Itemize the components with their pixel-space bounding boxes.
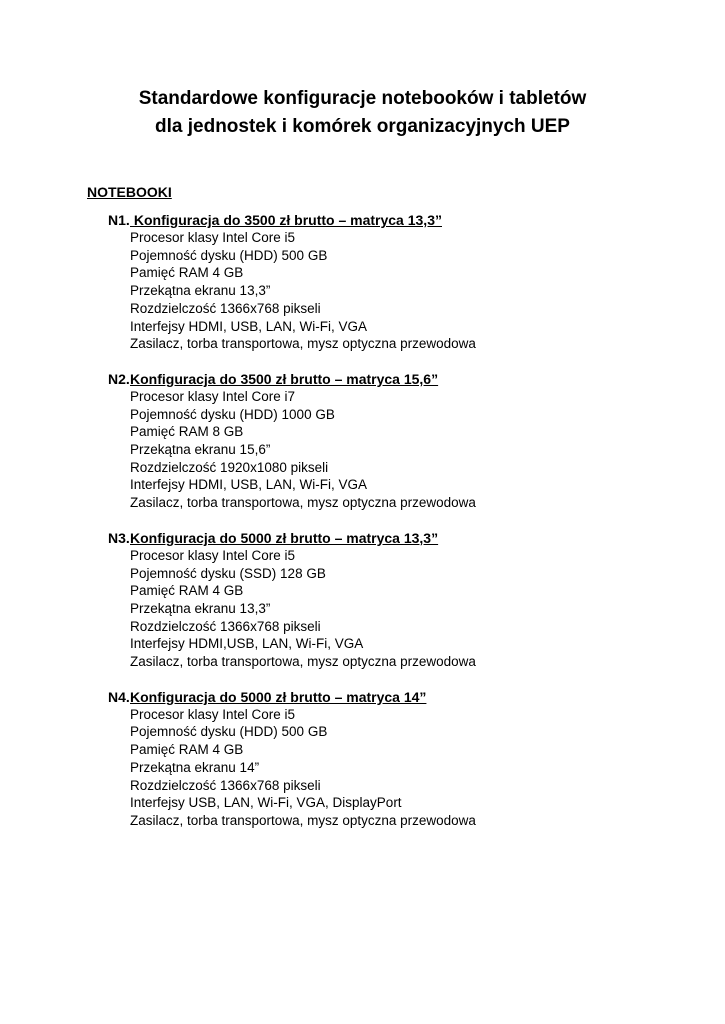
spec-item: Zasilacz, torba transportowa, mysz optyczna przewodowa [130,336,476,352]
spec-item: Pojemność dysku (HDD) 1000 GB [130,406,335,422]
document-title-line-2: dla jednostek i komórek organizacyjnych UEP [155,116,570,137]
config-number: N3. [108,529,130,546]
config-heading [108,211,708,229]
spec-list [108,388,708,512]
document-title-line-1: Standardowe konfiguracje notebooków i tabletów [138,88,587,109]
spec-item: Procesor klasy Intel Core i5 [130,230,296,245]
config-title: Konfiguracja do 5000 zł brutto – matryca 13,3” [130,529,439,546]
section-heading-notebooki: NOTEBOOKI [87,184,172,200]
config-number: N4. [108,688,130,705]
config-n4 [108,688,708,830]
config-title: Konfiguracja do 3500 zł brutto – matryca 15,6” [130,370,439,387]
spec-list [108,229,708,353]
spec-item: Procesor klasy Intel Core i7 [130,388,296,404]
config-number: N2. [108,370,130,387]
spec-item: Procesor klasy Intel Core i5 [130,706,296,722]
config-heading [108,370,708,388]
spec-item: Interfejsy HDMI,USB, LAN, Wi-Fi, VGA [130,636,364,652]
spec-item: Procesor klasy Intel Core i5 [130,547,296,563]
config-heading [108,688,708,706]
document-title [0,85,725,141]
spec-item: Interfejsy USB, LAN, Wi-Fi, VGA, DisplayPort [130,795,402,811]
spec-item: Przekątna ekranu 14” [130,759,260,775]
spec-item: Rozdzielczość 1366x768 pikseli [130,300,321,316]
spec-item: Zasilacz, torba transportowa, mysz optyczna przewodowa [130,495,476,511]
config-number: N1. [108,212,130,228]
spec-item: Pamięć RAM 4 GB [130,742,244,758]
spec-list [108,706,708,830]
config-list [108,211,708,847]
config-n2 [108,370,708,512]
spec-item: Zasilacz, torba transportowa, mysz optyczna przewodowa [130,654,476,670]
spec-item: Pojemność dysku (HDD) 500 GB [130,724,328,740]
config-n3 [108,529,708,671]
spec-item: Pojemność dysku (SSD) 128 GB [130,565,326,581]
config-n1 [108,211,708,353]
spec-item: Rozdzielczość 1366x768 pikseli [130,618,321,634]
spec-item: Przekątna ekranu 13,3” [130,283,271,299]
spec-item: Pamięć RAM 4 GB [130,583,244,599]
spec-list [108,547,708,671]
spec-item: Rozdzielczość 1366x768 pikseli [130,777,321,793]
spec-item: Pojemność dysku (HDD) 500 GB [130,247,328,263]
spec-item: Pamięć RAM 8 GB [130,424,244,440]
spec-item: Zasilacz, torba transportowa, mysz optyczna przewodowa [130,812,476,828]
spec-item: Interfejsy HDMI, USB, LAN, Wi-Fi, VGA [130,477,368,493]
config-title: Konfiguracja do 3500 zł brutto – matryca 13,3” [130,212,442,228]
spec-item: Interfejsy HDMI, USB, LAN, Wi-Fi, VGA [130,318,368,334]
spec-item: Pamięć RAM 4 GB [130,265,244,281]
config-heading [108,529,708,547]
spec-item: Rozdzielczość 1920x1080 pikseli [130,459,329,475]
spec-item: Przekątna ekranu 13,3” [130,600,271,616]
spec-item: Przekątna ekranu 15,6” [130,442,271,458]
config-title: Konfiguracja do 5000 zł brutto – matryca 14” [130,688,427,705]
